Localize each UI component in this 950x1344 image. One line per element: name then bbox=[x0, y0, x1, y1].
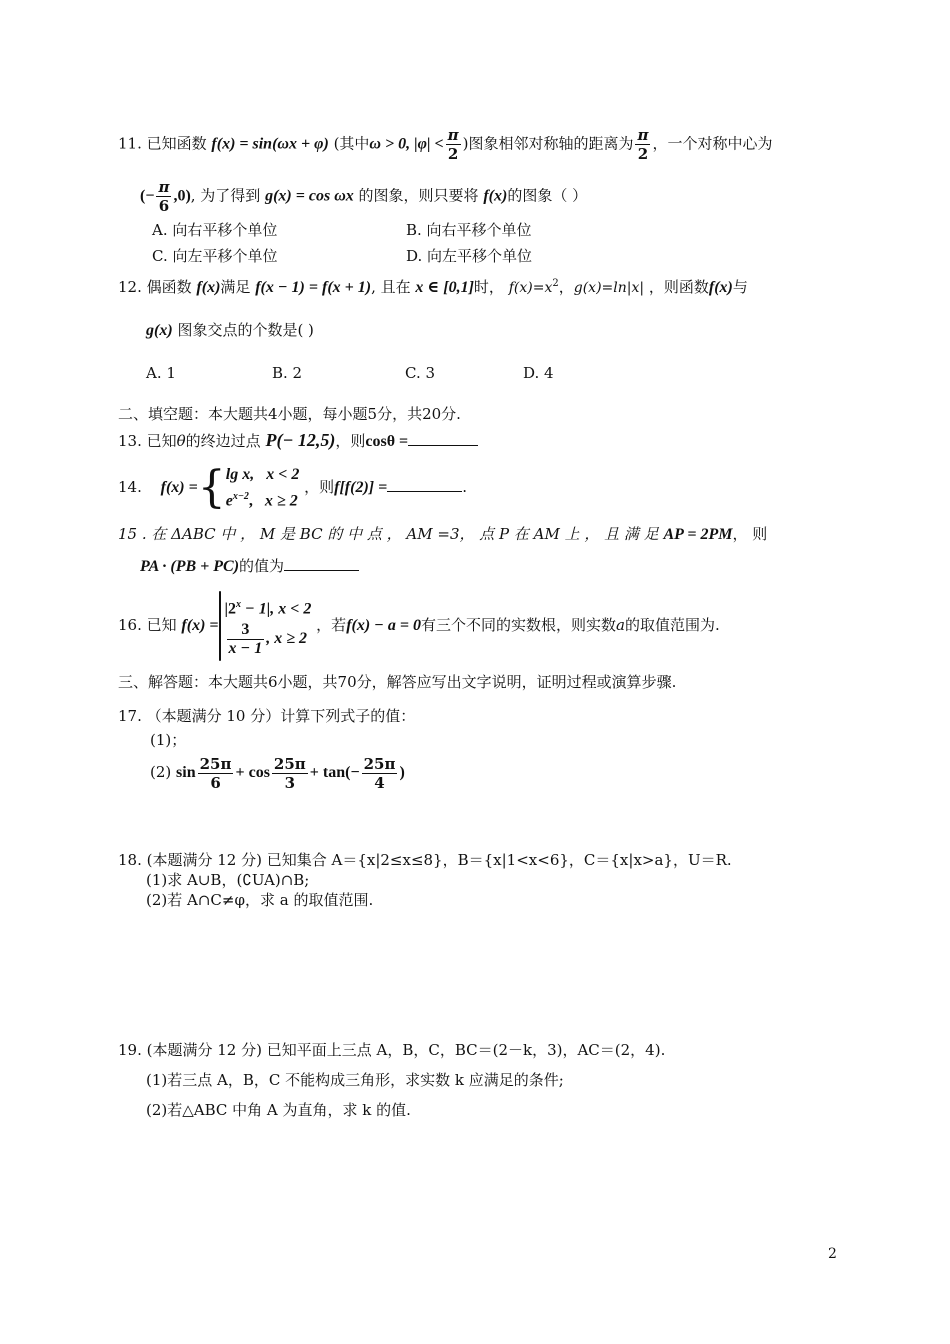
q12-line1 bbox=[118, 274, 748, 298]
q11-middle-text: )图象相邻对称轴的距离为 bbox=[462, 134, 634, 153]
q16-row1-b: − 1|, x < 2 bbox=[241, 600, 312, 618]
q11-function: f(x) = sin(ωx + φ) bbox=[211, 135, 329, 153]
q14-row2-exp: x−2 bbox=[232, 491, 249, 502]
q11-line2c-text: 的图象（ ） bbox=[507, 186, 588, 205]
q16-text2: 有三个不同的实数根，则实数 bbox=[420, 616, 616, 634]
q16-piecewise bbox=[225, 594, 312, 657]
q15-dot-product: PA · (PB + PC) bbox=[140, 558, 240, 575]
q18-part1: (1)求 A∪B，(∁UA)∩B; bbox=[146, 871, 310, 889]
q17-frac1-den: 6 bbox=[210, 773, 221, 792]
q11-g-function: g(x) = cos ωx bbox=[265, 187, 354, 205]
q16-row2-cond: , x ≥ 2 bbox=[266, 629, 307, 647]
q12-text4: ，则函数 bbox=[648, 278, 709, 296]
q12-option-d[interactable]: D. 4 bbox=[523, 364, 554, 382]
q18-heading: 18. (本题满分 12 分) 已知集合 A＝{x|2≤x≤8}，B＝{x|1<x<6}，C＝{x|x>a}，U＝R. bbox=[118, 851, 732, 869]
q11-option-c[interactable]: C. 向左平移个单位 bbox=[152, 247, 278, 265]
q17-sin: sin bbox=[176, 764, 196, 781]
q13-line bbox=[118, 430, 478, 452]
q11-option-a[interactable]: A. 向右平移个单位 bbox=[152, 221, 278, 239]
q14-row2-base: e bbox=[225, 492, 233, 510]
q12-line2 bbox=[146, 320, 314, 341]
q14-end: . bbox=[462, 478, 467, 497]
q16-fraction bbox=[227, 621, 265, 658]
q12-text5: 与 bbox=[732, 278, 748, 296]
q13-prefix: 13. 已知 bbox=[118, 432, 177, 450]
q11-option-b[interactable]: B. 向右平移个单位 bbox=[406, 221, 532, 239]
q11-condition: ω > 0, |φ| < bbox=[369, 135, 444, 153]
q15-text1: 15 . 在 ΔABC 中 ， M 是 BC 的 中 点 ， AM =3， 点 P 在 AM 上 ， 且 满 足 bbox=[118, 525, 659, 543]
q17-close: ) bbox=[399, 764, 405, 781]
q17-frac3-den: 4 bbox=[374, 773, 385, 792]
q12-square: 2 bbox=[552, 278, 559, 289]
q17-part2-label: (2) bbox=[150, 763, 172, 781]
q14-f: f(x) = bbox=[160, 479, 198, 497]
section2-heading: 二、填空题：本大题共4小题，每小题5分，共20分. bbox=[118, 405, 461, 423]
q11-line2 bbox=[140, 178, 587, 215]
q16-prefix: 16. 已知 bbox=[118, 616, 177, 634]
q14-row2-cond: x ≥ 2 bbox=[264, 492, 298, 510]
q11-fraction-pi-over-6 bbox=[156, 178, 171, 215]
q15-text1b: ， 则 bbox=[732, 525, 768, 543]
q14-brace: { bbox=[197, 462, 226, 514]
q19-part2: (2)若△ABC 中角 A 为直角，求 k 的值. bbox=[146, 1101, 411, 1119]
q11-frac-den: 2 bbox=[447, 145, 459, 163]
q15-answer-blank[interactable] bbox=[284, 556, 359, 571]
q16-row1-exp: x bbox=[236, 599, 242, 611]
q14-row2-comma: , bbox=[248, 492, 253, 510]
q11-prefix: 11. 已知函数 bbox=[118, 134, 207, 153]
q12-fx: f(x)=x bbox=[508, 280, 553, 296]
q11-frac-num: π bbox=[447, 126, 459, 144]
q17-frac2 bbox=[272, 755, 308, 792]
q18-part2: (2)若 A∩C≠φ，求 a 的取值范围. bbox=[146, 891, 374, 909]
page-number: 2 bbox=[828, 1246, 837, 1262]
q12-domain: x ∈ [0,1] bbox=[415, 279, 474, 296]
q16-a: a bbox=[616, 616, 625, 634]
q12-f2: f(x) bbox=[708, 279, 733, 296]
q12-comma: ， bbox=[558, 278, 574, 296]
q12-text2: , 且在 bbox=[371, 278, 411, 296]
q16-text3: 的取值范围为. bbox=[624, 616, 720, 634]
q12-option-c[interactable]: C. 3 bbox=[405, 364, 436, 382]
q12-text3: 时， bbox=[473, 278, 504, 296]
q16-frac-num: 3 bbox=[227, 621, 265, 640]
q11-condition-open: (其中 bbox=[333, 134, 370, 153]
q11-c-den: 6 bbox=[158, 197, 170, 215]
q11-tail: ，一个对称中心为 bbox=[652, 134, 773, 153]
q11-dist-num: π bbox=[637, 126, 649, 144]
q14-row1-cond: x < 2 bbox=[266, 466, 300, 483]
q16-equation: f(x) − a = 0 bbox=[346, 617, 421, 634]
q12-option-b[interactable]: B. 2 bbox=[272, 364, 303, 382]
q11-line1 bbox=[118, 126, 772, 163]
q11-line2b-text: 的图象，则只要将 bbox=[358, 186, 479, 205]
q17-part2 bbox=[150, 752, 405, 793]
q11-center-open: (− bbox=[140, 187, 155, 205]
q12-f: f(x) bbox=[196, 279, 221, 296]
q12-prefix: 12. 偶函数 bbox=[118, 278, 192, 296]
q19-heading: 19. (本题满分 12 分) 已知平面上三点 A，B，C，BC＝(2－k，3)，AC＝(2，4). bbox=[118, 1041, 666, 1059]
q13-text2: ，则 bbox=[335, 432, 366, 450]
q11-fraction-distance bbox=[635, 126, 650, 163]
q13-text1: 的终边过点 bbox=[185, 432, 261, 450]
q14-text1: ，则 bbox=[304, 478, 335, 497]
q11-line2-text: , 为了得到 bbox=[190, 186, 261, 205]
q14-prefix: 14. bbox=[118, 478, 142, 497]
q16-line bbox=[118, 590, 720, 661]
q19-part1: (1)若三点 A，B，C 不能构成三角形，求实数 k 应满足的条件; bbox=[146, 1071, 564, 1089]
q11-option-d[interactable]: D. 向左平移个单位 bbox=[406, 247, 533, 265]
q12-equation: f(x − 1) = f(x + 1) bbox=[255, 279, 372, 296]
q14-ff: f[f(2)] = bbox=[334, 479, 388, 497]
q12-text6: 图象交点的个数是( ) bbox=[177, 321, 314, 339]
q14-row1-expr: lg x, bbox=[225, 466, 255, 483]
q14-answer-blank[interactable] bbox=[387, 477, 462, 492]
q17-plus-tan: + tan(− bbox=[309, 764, 360, 781]
q17-frac2-den: 3 bbox=[284, 773, 296, 792]
q13-theta: θ bbox=[176, 432, 186, 450]
q15-line1 bbox=[118, 524, 767, 545]
q12-g: g(x) bbox=[146, 322, 173, 339]
q17-frac3-num: 25π bbox=[363, 754, 396, 773]
q11-c-num: π bbox=[158, 178, 170, 196]
q11-center-close: ,0) bbox=[173, 187, 191, 205]
section3-heading: 三、解答题：本大题共6小题，共70分，解答应写出文字说明，证明过程或演算步骤. bbox=[118, 673, 677, 691]
q16-frac-den: x − 1 bbox=[228, 639, 263, 657]
q13-cos: cosθ = bbox=[365, 433, 409, 450]
q12-gx: g(x)=ln|x| bbox=[573, 280, 645, 296]
q16-row1-a: |2 bbox=[224, 600, 237, 618]
q14-piecewise bbox=[226, 464, 300, 512]
q13-point: P(− 12,5) bbox=[265, 430, 336, 450]
q15-text2: 的值为 bbox=[239, 557, 285, 575]
q17-part1: (1)； bbox=[150, 731, 187, 749]
q16-f: f(x) = bbox=[181, 617, 219, 634]
q15-vector-eq: AP = 2PM bbox=[663, 526, 733, 543]
q12-option-a[interactable]: A. 1 bbox=[146, 364, 176, 382]
q11-fraction-pi-over-2 bbox=[446, 126, 461, 163]
q16-text1: ，若 bbox=[316, 616, 347, 634]
q17-frac1-num: 25π bbox=[199, 754, 232, 773]
q17-frac2-num: 25π bbox=[273, 754, 306, 773]
q13-answer-blank[interactable] bbox=[408, 431, 478, 446]
q14-line bbox=[118, 464, 467, 512]
q15-line2 bbox=[140, 556, 359, 577]
q17-plus-cos: + cos bbox=[235, 764, 270, 781]
q11-dist-den: 2 bbox=[637, 145, 649, 163]
q17-frac1 bbox=[198, 755, 234, 792]
q11-f-function: f(x) bbox=[483, 187, 508, 205]
q17-frac3 bbox=[362, 755, 398, 792]
q16-brace bbox=[219, 591, 221, 661]
q17-heading: 17. （本题满分 10 分）计算下列式子的值： bbox=[118, 707, 416, 725]
q12-text1: 满足 bbox=[220, 278, 251, 296]
